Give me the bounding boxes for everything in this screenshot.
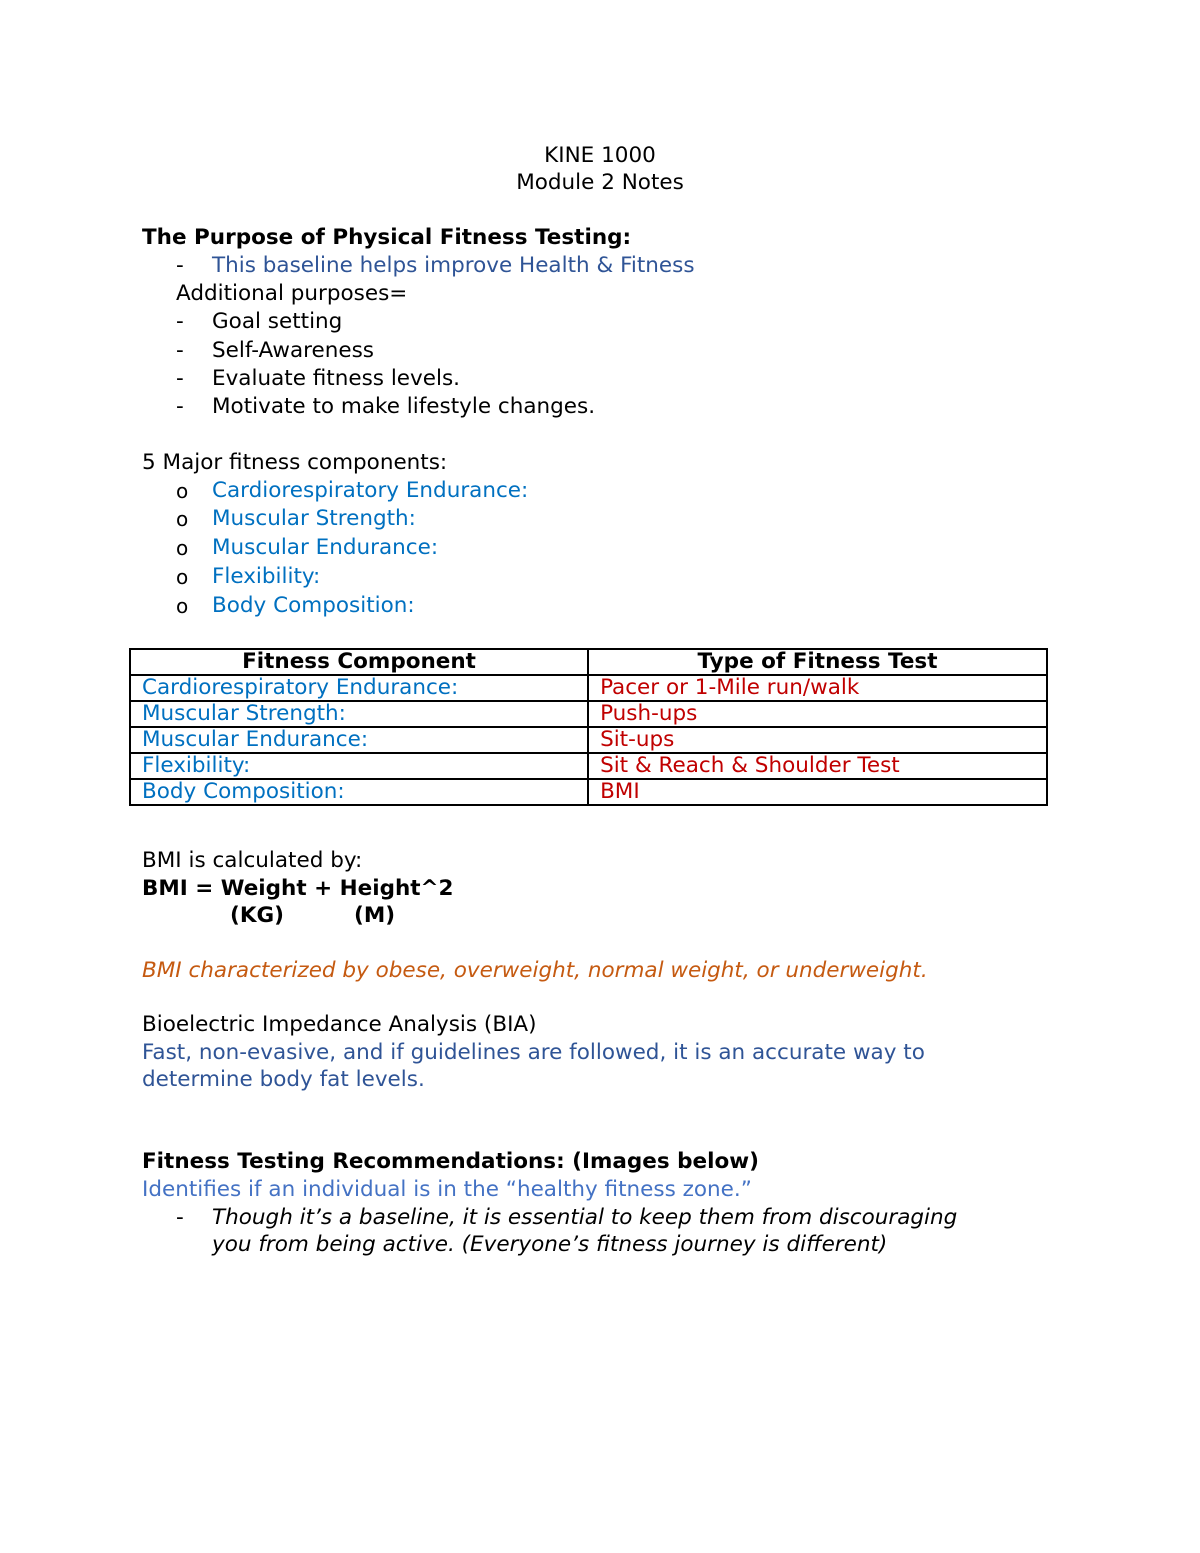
purpose-item: Evaluate fitness levels.: [212, 366, 460, 391]
component-item: Body Composition:: [212, 593, 415, 618]
bullet-marker: o: [176, 565, 189, 589]
bmi-formula: BMI = Weight + Height^2: [142, 876, 454, 901]
table-header-row: [130, 649, 1047, 675]
bullet-marker: o: [176, 479, 189, 503]
dash-marker: -: [176, 366, 184, 391]
fitness-table: [129, 648, 1048, 806]
bmi-characterized: BMI characterized by obese, overweight, normal weight, or underweight.: [142, 958, 928, 983]
table-row: [130, 779, 1047, 805]
table-cell-test: Sit & Reach & Shoulder Test: [588, 753, 1047, 779]
table-header-cell: Type of Fitness Test: [588, 649, 1047, 675]
table-cell-component: Cardiorespiratory Endurance:: [130, 675, 588, 701]
bmi-intro: BMI is calculated by:: [142, 848, 363, 873]
component-item: Muscular Endurance:: [212, 535, 439, 560]
recommendations-heading: Fitness Testing Recommendations: (Images below): [142, 1149, 759, 1174]
bia-title: Bioelectric Impedance Analysis (BIA): [142, 1012, 537, 1037]
table-cell-component: Muscular Endurance:: [130, 727, 588, 753]
table-cell-component: Flexibility:: [130, 753, 588, 779]
recommendation-note-line: Though it’s a baseline, it is essential to keep them from discouraging: [212, 1205, 958, 1230]
component-item: Muscular Strength:: [212, 506, 416, 531]
table-cell-test: Sit-ups: [588, 727, 1047, 753]
table-row: [130, 727, 1047, 753]
table-header-cell: Fitness Component: [130, 649, 588, 675]
course-title: KINE 1000: [544, 143, 656, 168]
table-cell-test: Push-ups: [588, 701, 1047, 727]
purpose-item: Motivate to make lifestyle changes.: [212, 394, 596, 419]
table-cell-component: Body Composition:: [130, 779, 588, 805]
dash-marker: -: [176, 338, 184, 363]
component-item: Cardiorespiratory Endurance:: [212, 478, 529, 503]
bullet-marker: o: [176, 507, 189, 531]
table-row: [130, 701, 1047, 727]
baseline-item: This baseline helps improve Health & Fitness: [212, 253, 695, 278]
table-cell-test: BMI: [588, 779, 1047, 805]
dash-marker: -: [176, 394, 184, 419]
bia-description-line: Fast, non-evasive, and if guidelines are followed, it is an accurate way to: [142, 1040, 925, 1065]
bmi-unit-height: (M): [354, 903, 396, 928]
bia-description-line: determine body fat levels.: [142, 1067, 425, 1092]
module-title: Module 2 Notes: [516, 170, 684, 195]
purpose-heading: The Purpose of Physical Fitness Testing:: [142, 225, 632, 250]
healthy-zone-text: Identifies if an individual is in the “healthy fitness zone.”: [142, 1177, 752, 1202]
component-item: Flexibility:: [212, 564, 321, 589]
dash-marker: -: [176, 253, 184, 278]
dash-marker: -: [176, 1205, 184, 1230]
dash-marker: -: [176, 309, 184, 334]
table-row: [130, 675, 1047, 701]
table-cell-component: Muscular Strength:: [130, 701, 588, 727]
purpose-item: Self-Awareness: [212, 338, 374, 363]
table-row: [130, 753, 1047, 779]
recommendation-note-line: you from being active. (Everyone’s fitness journey is different): [212, 1232, 888, 1257]
bmi-unit-weight: (KG): [230, 903, 284, 928]
purpose-item: Goal setting: [212, 309, 343, 334]
bullet-marker: o: [176, 536, 189, 560]
table-cell-test: Pacer or 1-Mile run/walk: [588, 675, 1047, 701]
additional-purposes-label: Additional purposes=: [176, 281, 408, 306]
bullet-marker: o: [176, 594, 189, 618]
components-intro: 5 Major fitness components:: [142, 450, 448, 475]
